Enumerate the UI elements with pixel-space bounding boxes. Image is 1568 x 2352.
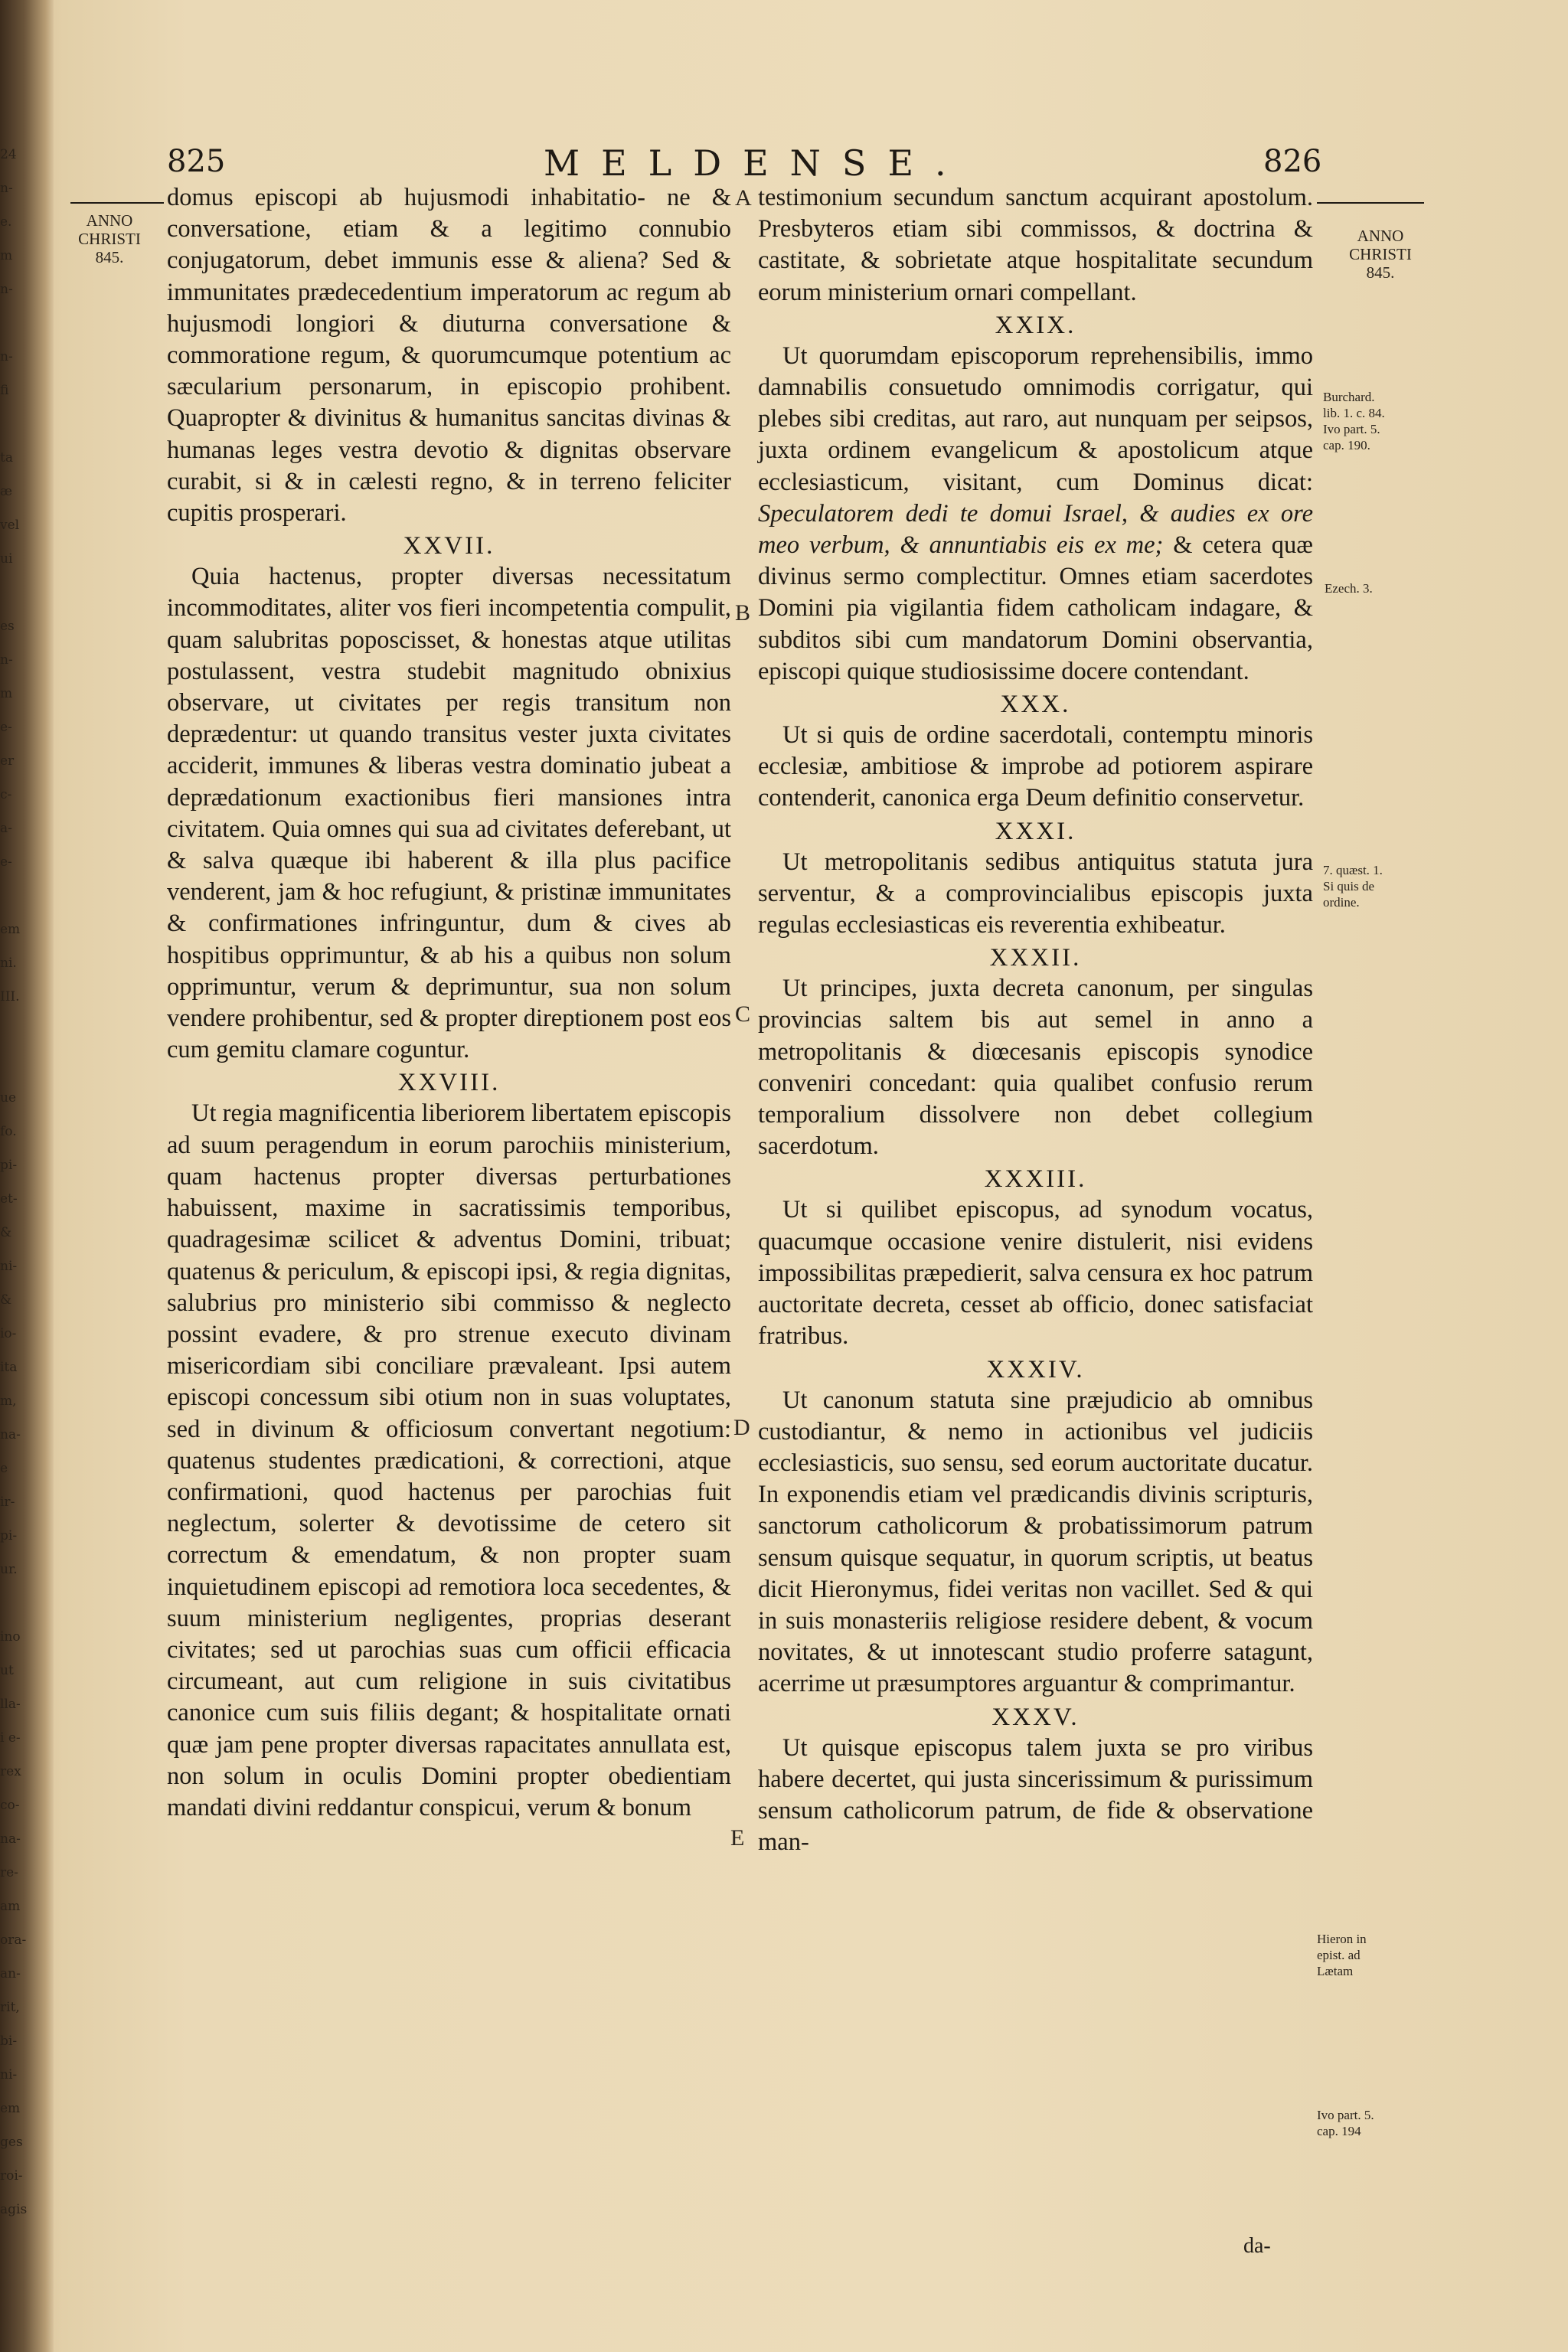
prev-page-fragment [0, 1586, 28, 1620]
margin-year-left: ANNO CHRISTI 845. [78, 211, 141, 266]
chapter-heading: XXXI. [995, 817, 1076, 845]
prev-page-fragment: io- [0, 1326, 17, 1341]
prev-page-fragment: m [0, 248, 13, 263]
prev-page-fragment: et- [0, 1191, 18, 1207]
prev-page-fragment: ora- [0, 1932, 27, 1948]
margin-year-right: ANNO CHRISTI 845. [1349, 227, 1412, 282]
chapter-paragraph [758, 341, 1313, 688]
prev-page-fragment: rex [0, 1764, 21, 1779]
paragraph-text: Ut metropolitanis sedibus antiquitus statuta jura serventur, & a comprovincialibus episcopis juxta regulas ecclesiasticas eis reverentia exhibeatur. [758, 848, 1313, 939]
prev-page-fragment: ut [0, 1663, 14, 1678]
chapter-heading: XXXII. [989, 944, 1082, 972]
prev-page-fragment: c- [0, 787, 12, 802]
chapter-heading: XXX. [1000, 691, 1071, 719]
page-number-right: 826 [1263, 144, 1322, 179]
prev-page-fragment: re- [0, 1865, 18, 1880]
chapter-paragraph [758, 1385, 1313, 1700]
prev-page-fragment: vel [0, 518, 20, 533]
paragraph-text: Ut si quis de ordine sacerdotali, contemptu minoris ecclesiæ, ambitiose & improbe ad potiorem aspirare contenderit, canonica erga Deum definitio conservetur. [758, 721, 1313, 812]
section-letter-b: B [735, 600, 751, 626]
left-text-column [167, 182, 731, 1824]
prev-page-fragment: lla- [0, 1697, 21, 1712]
prev-page-fragment: rit, [0, 2000, 20, 2015]
right-text-column [758, 182, 1313, 1858]
scripture-quotation: Speculatorem dedi te domui Israel, & audies ex ore meo verbum, & annuntiabis eis ex me; [758, 499, 1313, 560]
paragraph-text: Ut quorumdam episcoporum reprehensibilis, immo damnabilis consuetudo omnimodis corrigatur, qui plebes sibi creditas, aut raro, aut nunquam per seipsos, juxta ordinem evangelicum & apostolicum atque ecclesiasticum, visitant, cum Dominus dicat: [758, 341, 1313, 496]
prev-page-fragment: n- [0, 282, 13, 297]
rule-right [1317, 202, 1424, 204]
paragraph-text: & cetera quæ divinus sermo complectitur. Omnes etiam sacerdotes Domini pia vigilantia fidem catholicam indagare, & subditos sibi cum mandatorum Domini observantia, episcopi quique studiosissime docere contendant. [758, 531, 1313, 685]
prev-page-fragment: æ [0, 484, 12, 499]
prev-page-fragment: 24 [0, 147, 17, 162]
prev-page-fragment: na- [0, 1427, 21, 1442]
prev-page-fragment: co- [0, 1798, 20, 1813]
prev-page-fragment: em [0, 2101, 21, 2116]
section-letter-a: A [735, 185, 752, 211]
continued-paragraph: testimonium secundum sanctum acquirant apostolum. Presbyteros etiam sibi commissos, & doctrina & castitate, & sobrietate atque hospitalitate secundum eorum ministerium ornari compellant. [758, 184, 1313, 306]
prev-page-fragment: e. [0, 214, 12, 230]
prev-page-fragment: am [0, 1899, 21, 1914]
prev-page-fragment [0, 1047, 28, 1081]
prev-page-fragment: ino [0, 1629, 21, 1645]
prev-page-fragment: fo. [0, 1124, 17, 1139]
prev-page-fragment: er [0, 753, 15, 769]
previous-page-fragments [0, 138, 28, 2328]
section-letter-c: C [735, 1001, 751, 1027]
prev-page-fragment: n- [0, 652, 13, 668]
prev-page-fragment: ir- [0, 1494, 15, 1510]
paragraph-text: Ut principes, juxta decreta canonum, per singulas provincias saltem bis aut semel in anno a metropolitanis & diœcesanis episcopis synodice conveniri concedant: quia qualibet confusio rerum temporalium dissolvere non debet collegium sacerdotum. [758, 975, 1313, 1161]
margin-note-burchard: Burchard. lib. 1. c. 84. Ivo part. 5. cap. 190. [1323, 390, 1385, 452]
catchword: da- [1243, 2234, 1271, 2258]
paragraph-text: Ut canonum statuta sine præjudicio ab omnibus custodiantur, & nemo in actionibus vel judiciis ecclesiasticis, suo sensu, sed eorum auctoritate ducatur. In exponendis etiam vel prædicandis divinis scripturis, sanctorum catholicorum & probatissimorum patrum sensum quisque sequatur, in quorum scriptis, ut beatus dicit Hieronymus, fidei veritas non vacillet. Sed & qui in suis monasteriis religiose residere debent, & vocum novitates, & ut innotescant studio proferre satagunt, acerrime ut præsumptores arguantur & comprimantur. [758, 1386, 1313, 1698]
prev-page-fragment: III. [0, 989, 20, 1004]
prev-page-fragment: n- [0, 181, 13, 196]
chapter-heading: XXXV. [991, 1703, 1080, 1731]
prev-page-fragment: ta [0, 450, 13, 466]
prev-page-fragment: m [0, 686, 13, 701]
prev-page-fragment: ni- [0, 2067, 18, 2082]
chapter-heading: XXVII. [403, 532, 495, 560]
prev-page-fragment: pi- [0, 1158, 18, 1173]
prev-page-fragment [0, 1014, 28, 1047]
prev-page-fragment: ue [0, 1090, 17, 1106]
prev-page-fragment: pi- [0, 1528, 18, 1544]
prev-page-fragment [0, 576, 28, 609]
prev-page-fragment: m, [0, 1393, 17, 1409]
chapter-paragraph [167, 1098, 731, 1824]
prev-page-fragment: ni- [0, 1259, 18, 1274]
paragraph-text: Ut quisque episcopus talem juxta se pro viribus habere decertet, qui justa sincerissimum & purissimum sensum catholicorum patrum, de fide & observatione man- [758, 1733, 1313, 1857]
prev-page-fragment: na- [0, 1831, 21, 1847]
prev-page-fragment: a- [0, 821, 12, 836]
prev-page-fragment [0, 407, 28, 441]
prev-page-fragment: em [0, 922, 21, 937]
prev-page-fragment [0, 306, 28, 340]
prev-page-fragment: ges [0, 2135, 23, 2150]
prev-page-fragment: e [0, 1461, 8, 1476]
prev-page-fragment: ui [0, 551, 13, 567]
paragraph-text: Ut si quilibet episcopus, ad synodum vocatus, quacumque occasione venire distulerit, nisi evidens impossibilitas præpedierit, salva censura ex hoc patrum auctoritate decreta, cesset ab officio, donec satisfaciat fratribus. [758, 1196, 1313, 1351]
running-head-title: MELDENSE. [544, 142, 968, 184]
chapter-heading: XXVIII. [397, 1069, 501, 1097]
prev-page-fragment: roi- [0, 2168, 23, 2184]
prev-page-fragment: ita [0, 1360, 18, 1375]
chapter-paragraph [758, 720, 1313, 815]
prev-page-fragment: fi [0, 383, 9, 398]
prev-page-fragment: ni. [0, 956, 17, 971]
margin-note-ezech: Ezech. 3. [1325, 581, 1373, 596]
prev-page-fragment: es [0, 619, 15, 634]
chapter-heading: XXIX. [995, 311, 1076, 339]
rule-left [70, 202, 164, 204]
margin-note-ivo: Ivo part. 5. cap. 194 [1317, 2108, 1374, 2138]
section-letter-d: D [733, 1415, 750, 1440]
chapter-heading: XXXIV. [986, 1355, 1085, 1383]
prev-page-fragment: bi- [0, 2034, 18, 2049]
chapter-paragraph [167, 561, 731, 1066]
paragraph-text: Ut regia magnificentia liberiorem libertatem episcopis ad suum peragendum in eorum parochiis ministerium, quam hactenus propter diversas perturbationes habuissent, maxime in sacratissimis temporibus, quadragesimæ scilicet & adventus Domini, tribuat; quatenus & periculum, & episcopi ipsi, & regia dignitas, salubrius pro ministerio sibi commisso & neglecto possint evadere, & pro strenue executo divinam misericordiam sibi conciliare prævaleant. Ipsi autem episcopi concessum sibi otium non in suas voluptates, sed in divinum & officiosum convertant negotium: quatenus studentes prædicationi, & correctioni, atque confirmationi, quod hactenus per parochias fuit neglectum, solerter & devotissime de cetero sit correctum & emendatum, & non propter suam inquietudinem episcopi ad remotiora loca secedentes, & suum ministerium negligentes, proprias deserant civitates; sed ut parochias suas cum officii efficacia circumeant, aut cum religione in suis civitatibus canonice cum suis filiis degant; & hospitalitate ornati quæ jam pene propter diversas rapacitates annullata est, non solum in oculis Domini propter obedientiam mandati divini reddantur conspicui, verum & bonum [167, 1099, 731, 1821]
prev-page-fragment: & [0, 1225, 12, 1240]
prev-page-fragment [0, 879, 28, 913]
prev-page-fragment: e- [0, 854, 12, 870]
prev-page-fragment: e- [0, 720, 12, 735]
page-number-left: 825 [167, 144, 226, 179]
prev-page-fragment: & [0, 1292, 12, 1308]
chapter-heading: XXXIII. [984, 1165, 1087, 1194]
chapter-paragraph [758, 973, 1313, 1162]
margin-note-hieron: Hieron in epist. ad Lætam [1317, 1932, 1367, 1978]
chapter-paragraph [758, 1194, 1313, 1352]
section-letter-e: E [730, 1825, 745, 1851]
chapter-paragraph [758, 847, 1313, 942]
chapter-paragraph [758, 1733, 1313, 1859]
paragraph-text: Quia hactenus, propter diversas necessitatum incommoditates, aliter vos fieri incompetentia compulit, quam salubritas poposcisset, & honestas atque utilitas postulassent, vestra studebit magnitudo obnixius observare, ut civitates per regis transitum non deprædentur: ut quando transitus vester juxta civitates acciderit, immunes & liberas vestra dominatio jubeat a deprædationum exactionibus fieri mansiones intra civitatem. Quia omnes qui sua ad civitates deferebant, ut & salva quæque ibi haberent & illa plus pacifice venderent, jam & hoc refugiunt, & pristinæ immunitates & confirmationes infringuntur, dum & cives ab hospitibus opprimuntur, & ab his a quibus non solum opprimuntur, verum & deprimuntur, sua non solum vendere prohibentur, sed & propter direptionem post eos cum gemitu clamare coguntur. [167, 563, 731, 1064]
continued-paragraph: domus episcopi ab hujusmodi inhabitatio- ne & conversatione, etiam & a legitimo connubio conjugatorum, debet immunis esse & aliena? Sed & immunitates prædecedentium imperatorum ac regum ab hujusmodi longiori & diuturna conversatione & commoratione regum, & quorumcumque potentium ac sæcularium personarum, in episcopio prohibent. Quapropter & divinitus & humanitus sancitas divinas & humanas leges vestra devotio & dignitas observare curabit, si & in cælesti regno, & in terreno feliciter cupitis prosperari. [167, 184, 731, 528]
prev-page-fragment: an- [0, 1966, 21, 1981]
prev-page-fragment: ur. [0, 1562, 18, 1577]
prev-page-fragment: n- [0, 349, 13, 364]
prev-page-fragment: agis [0, 2202, 28, 2217]
margin-note-quaest: 7. quæst. 1. Si quis de ordine. [1323, 863, 1383, 910]
prev-page-fragment: i e- [0, 1730, 21, 1746]
